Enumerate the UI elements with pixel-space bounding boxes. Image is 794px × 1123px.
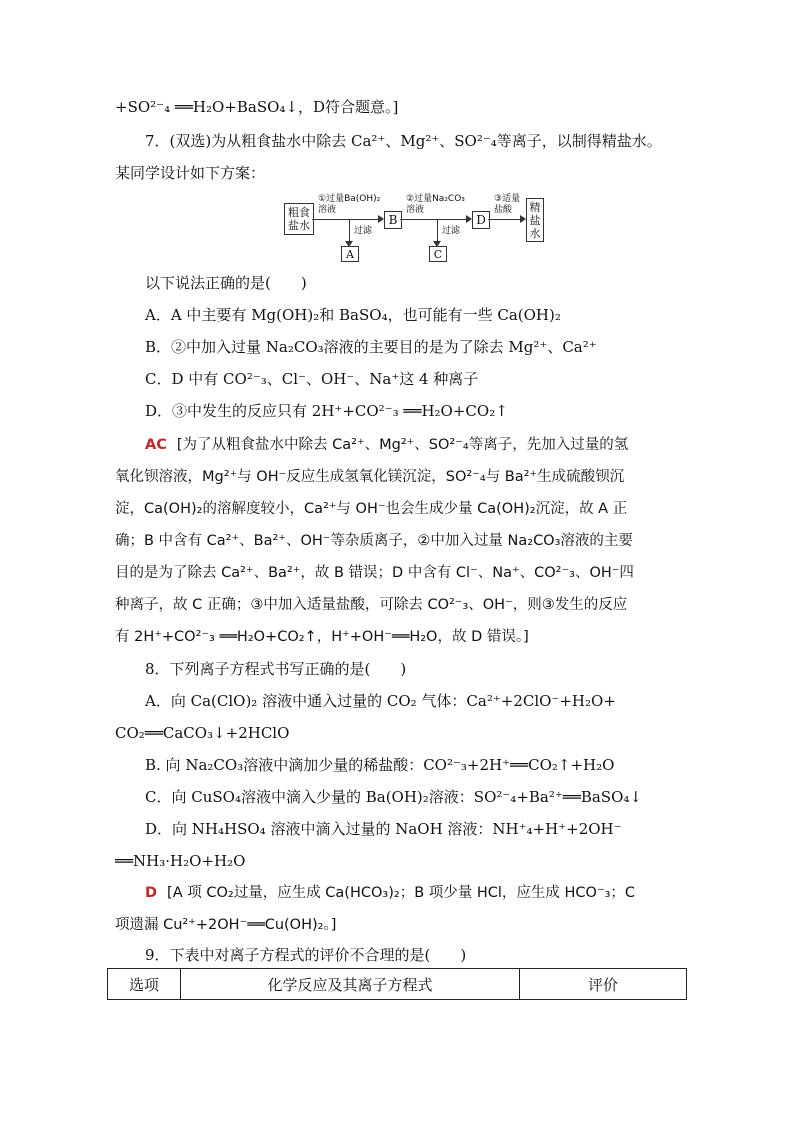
q9-stem: 9．下表中对离子方程式的评价不合理的是( ) (145, 946, 467, 964)
flow-step2-label-2: 溶液 (406, 205, 425, 215)
q7-explanation-line-6: 种离子，故 C 正确；③中加入适量盐酸，可除去 CO²⁻₃、OH⁻，则③发生的反应 (115, 597, 628, 613)
q7-stem: 7．(双选)为从粗食盐水中除去 Ca²⁺、Mg²⁺、SO²⁻₄等离子，以制得精盐水。 (145, 132, 662, 150)
flow-filter-label-2: 过滤 (442, 226, 461, 236)
q7-option-D: D．③中发生的反应只有 2H⁺+CO²⁻₃ ══H₂O+CO₂↑ (145, 402, 508, 420)
q8-option-D-cont: ══NH₃·H₂O+H₂O (115, 852, 246, 870)
flow-node-crude-brine: 粗食盐水 (284, 203, 314, 235)
flow-node-D: D (472, 211, 490, 229)
flow-arrow-2 (400, 219, 468, 220)
flow-step3-label-2: 盐酸 (494, 205, 513, 215)
q7-stem-cont: 某同学设计如下方案： (115, 164, 266, 182)
flow-step3-label: ③适量 (494, 194, 521, 204)
flow-node-A: A (341, 246, 359, 262)
evaluation-table (107, 968, 687, 1000)
q7-answer: AC (145, 437, 167, 453)
q7-explanation-line-5: 目的是为了除去 Ca²⁺、Ba²⁺，故 B 错误；D 中含有 Cl⁻、Na⁺、CO²⁻₃、OH⁻四 (115, 565, 634, 581)
q7-option-B: B．②中加入过量 Na₂CO₃溶液的主要目的是为了除去 Mg²⁺、Ca²⁺ (145, 338, 597, 356)
q7-option-A: A．A 中主要有 Mg(OH)₂和 BaSO₄，也可能有一些 Ca(OH)₂ (145, 306, 561, 324)
q7-explanation-line-3: 淀，Ca(OH)₂的溶解度较小，Ca²⁺与 OH⁻也会生成少量 Ca(OH)₂沉淀，故 A 正 (115, 501, 628, 517)
q7-explanation-line-1: AC [为了从粗食盐水中除去 Ca²⁺、Mg²⁺、SO²⁻₄等离子，先加入过量的氢 (145, 437, 629, 453)
flow-node-B: B (384, 211, 402, 229)
q8-option-A: A．向 Ca(ClO)₂ 溶液中通入过量的 CO₂ 气体：Ca²⁺+2ClO⁻+H₂O+ (145, 692, 616, 710)
flow-branch-C (437, 219, 438, 243)
table-header-cell: 化学反应及其离子方程式 (181, 969, 520, 1000)
q7-ask: 以下说法正确的是( ) (145, 274, 307, 292)
table-header-cell: 选项 (108, 969, 181, 1000)
flow-arrow-3 (488, 219, 522, 220)
flow-branch-A (349, 219, 350, 243)
flow-node-refined-brine: 精盐水 (526, 198, 544, 242)
q7-option-C: C．D 中有 CO²⁻₃、Cl⁻、OH⁻、Na⁺这 4 种离子 (145, 370, 479, 388)
flow-step1-label: ①过量Ba(OH)₂ (318, 194, 381, 204)
q7-explanation-line-4: 确；B 中含有 Ca²⁺、Ba²⁺、OH⁻等杂质离子，②中加入过量 Na₂CO₃溶液的主要 (115, 533, 633, 549)
q8-explanation-line-2: 项遗漏 Cu²⁺+2OH⁻══Cu(OH)₂。] (115, 917, 337, 933)
flow-filter-label-1: 过滤 (354, 226, 373, 236)
q8-stem: 8．下列离子方程式书写正确的是( ) (145, 660, 407, 678)
q8-explanation-line-1: D [A 项 CO₂过量，应生成 Ca(HCO₃)₂；B 项少量 HCl，应生成 HCO⁻₃；C (145, 885, 636, 901)
flow-arrow-1 (312, 219, 380, 220)
flow-node-C: C (429, 246, 447, 262)
q7-explanation-line-7: 有 2H⁺+CO²⁻₃ ══H₂O+CO₂↑，H⁺+OH⁻══H₂O，故 D 错误。] (115, 629, 529, 645)
q8-option-D: D．向 NH₄HSO₄ 溶液中滴入过量的 NaOH 溶液：NH⁺₄+H⁺+2OH⁻ (145, 820, 622, 838)
q8-option-B: B. 向 Na₂CO₃溶液中滴加少量的稀盐酸：CO²⁻₃+2H⁺══CO₂↑+H₂O (145, 756, 615, 774)
flow-step1-label-2: 溶液 (318, 205, 337, 215)
q8-option-A-cont: CO₂══CaCO₃↓+2HClO (115, 724, 290, 742)
continuation-line: +SO²⁻₄ ══H₂O+BaSO₄↓，D符合题意。] (115, 98, 399, 116)
flow-step2-label: ②过量Na₂CO₃ (406, 194, 465, 204)
q8-answer: D (145, 885, 158, 901)
q7-explanation-line-2: 氧化钡溶液，Mg²⁺与 OH⁻反应生成氢氧化镁沉淀，SO²⁻₄与 Ba²⁺生成硫酸钡沉 (115, 469, 625, 485)
table-header-row (108, 969, 687, 1000)
q8-option-C: C．向 CuSO₄溶液中滴入少量的 Ba(OH)₂溶液：SO²⁻₄+Ba²⁺══BaSO₄↓ (145, 788, 642, 806)
table-header-cell: 评价 (520, 969, 687, 1000)
